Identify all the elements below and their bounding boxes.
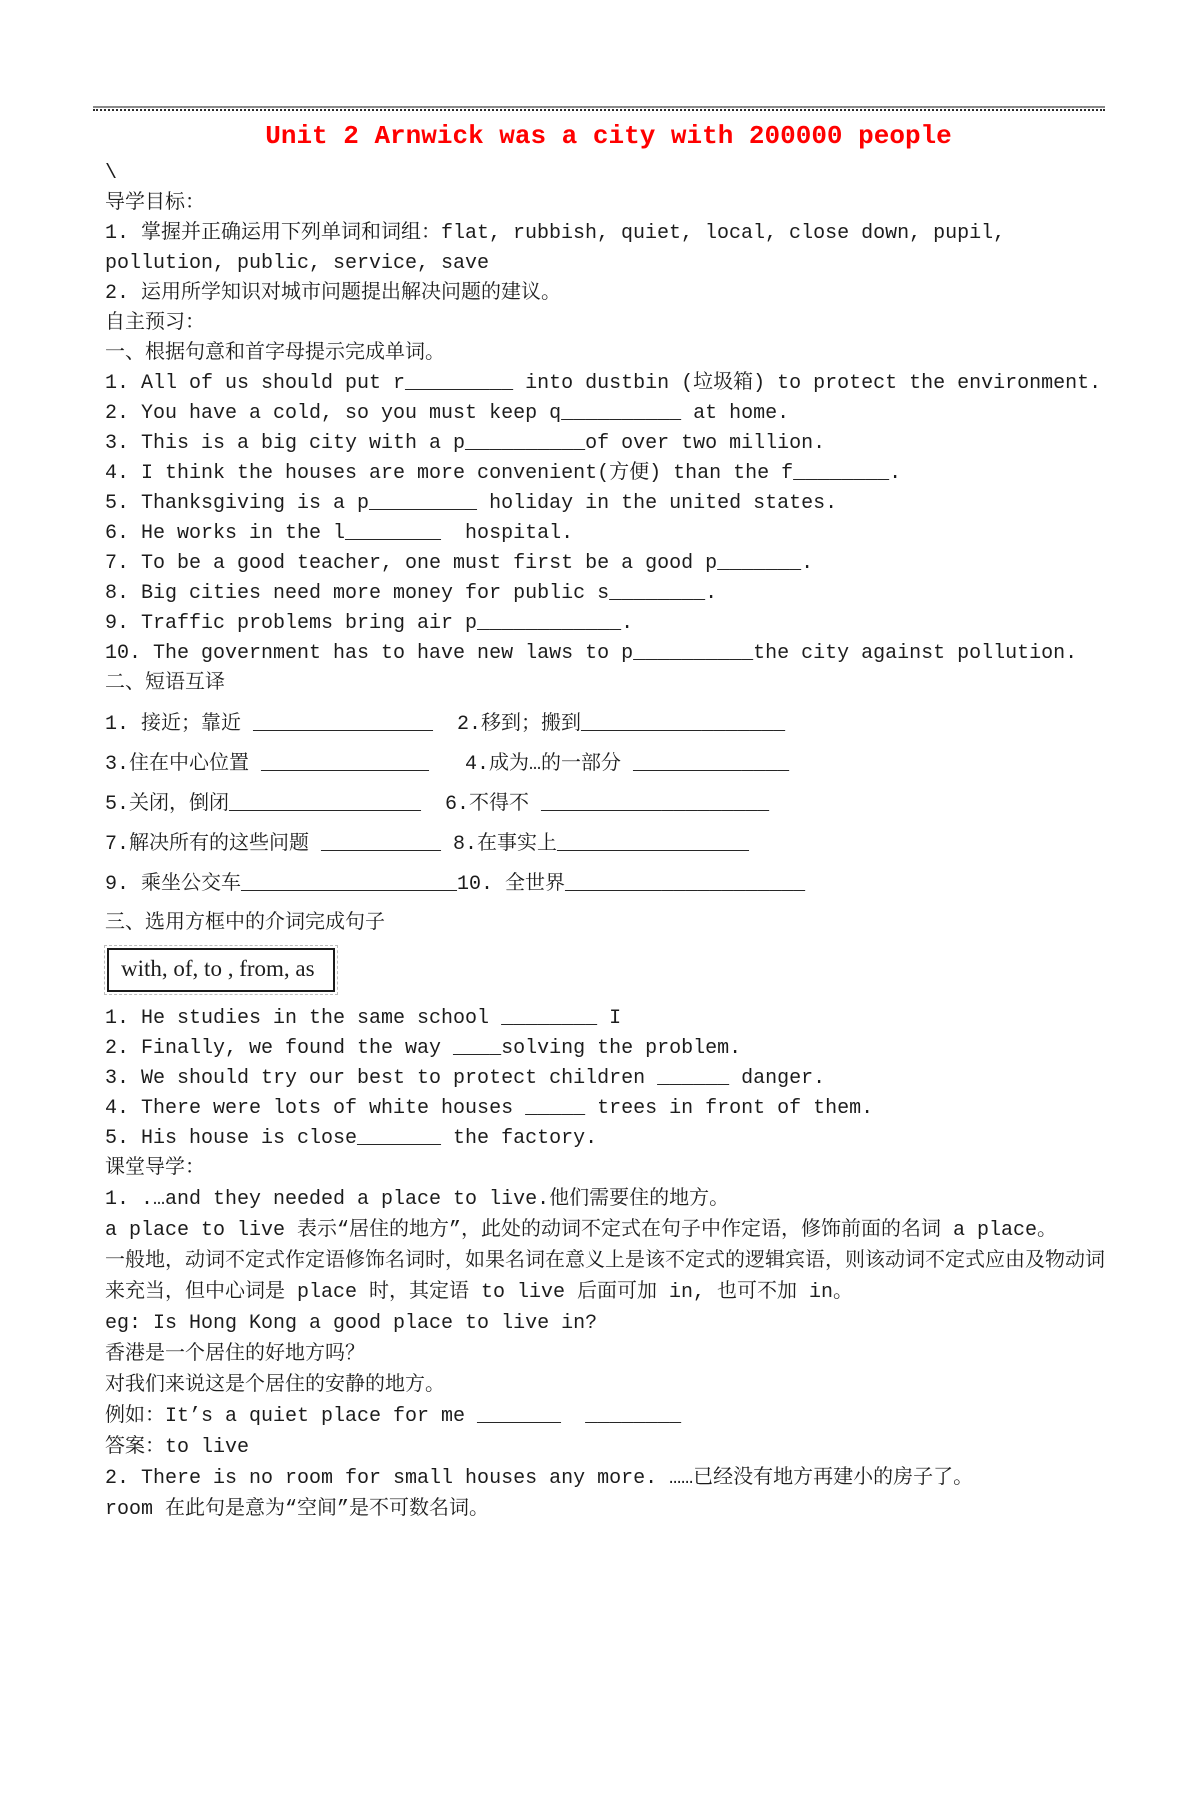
- phrase-row: 5.关闭，倒闭________________ 6.不得不 ___________________: [105, 793, 770, 816]
- section1-heading: 一、根据句意和首字母提示完成单词。: [105, 342, 445, 365]
- lesson-paragraph: 2. There is no room for small houses any more. ……已经没有地方再建小的房子了。: [105, 1467, 974, 1490]
- vocab-item: 1. All of us should put r_________ into dustbin (垃圾箱) to protect the environment.: [105, 372, 1102, 395]
- lesson-paragraph: 一般地，动词不定式作定语修饰名词时，如果名词在意义上是该不定式的逻辑宾语，则该动词不定式应由及物动词来充当，但中心词是 place 时，其定语 to live 后面可加 in, 也可不加 in。: [105, 1250, 1105, 1304]
- vocab-item: 3. This is a big city with a p__________of over two million.: [105, 432, 826, 455]
- phrase-row: 1. 接近；靠近 _______________ 2.移到；搬到_________________: [105, 713, 786, 736]
- phrase-row: 7.解决所有的这些问题 __________ 8.在事实上________________: [105, 833, 750, 856]
- page-title: Unit 2 Arnwick was a city with 200000 people: [265, 121, 952, 151]
- preposition-item: 4. There were lots of white houses _____ trees in front of them.: [105, 1097, 874, 1120]
- header-divider: [93, 106, 1105, 111]
- phrase-translation-block: [105, 705, 1112, 905]
- phrase-row: 9. 乘坐公交车__________________10. 全世界____________________: [105, 873, 806, 896]
- section3-heading: 三、选用方框中的介词完成句子: [105, 912, 385, 935]
- vocab-item: 5. Thanksgiving is a p_________ holiday in the united states.: [105, 492, 838, 515]
- worksheet-page: [0, 106, 1200, 1525]
- objective-item: 2. 运用所学知识对城市问题提出解决问题的建议。: [105, 282, 562, 305]
- lesson-paragraph: eg: Is Hong Kong a good place to live in?: [105, 1312, 598, 1335]
- phrase-row: 3.住在中心位置 ______________ 4.成为…的一部分 _____________: [105, 753, 790, 776]
- lesson-paragraph: a place to live 表示“居住的地方”，此处的动词不定式在句子中作定语，修饰前面的名词 a place。: [105, 1219, 1058, 1242]
- preposition-item: 5. His house is close_______ the factory.: [105, 1127, 598, 1150]
- objective-item: 1. 掌握并正确运用下列单词和词组：flat, rubbish, quiet, local, close down, pupil, pollution, public, service, save: [105, 222, 1018, 275]
- preview-heading: 自主预习：: [105, 312, 205, 335]
- vocab-item: 2. You have a cold, so you must keep q__________ at home.: [105, 402, 790, 425]
- lesson-paragraph: 香港是一个居住的好地方吗？: [105, 1343, 365, 1366]
- vocab-item: 4. I think the houses are more convenient(方便) than the f________.: [105, 462, 902, 485]
- lesson-paragraph: room 在此句是意为“空间”是不可数名词。: [105, 1498, 490, 1521]
- lesson-paragraph: 1. .…and they needed a place to live.他们需要住的地方。: [105, 1188, 730, 1211]
- objectives-heading: 导学目标：: [105, 192, 205, 215]
- vocab-item: 9. Traffic problems bring air p____________.: [105, 612, 634, 635]
- preposition-word-bank: [107, 948, 335, 992]
- vocab-item: 6. He works in the l________ hospital.: [105, 522, 574, 545]
- lesson-paragraph: 答案：to live: [105, 1436, 250, 1459]
- preposition-item: 2. Finally, we found the way ____solving the problem.: [105, 1037, 742, 1060]
- lesson-guide-section: [105, 1154, 1112, 1525]
- stray-backslash: \: [105, 162, 118, 185]
- lesson-paragraph: 例如：It’s a quiet place for me _______ ________: [105, 1405, 682, 1428]
- section2-heading: 二、短语互译: [105, 672, 225, 695]
- vocab-item: 10. The government has to have new laws to p__________the city against pollution.: [105, 642, 1078, 665]
- preposition-item: 1. He studies in the same school ________ I: [105, 1007, 622, 1030]
- preposition-item: 3. We should try our best to protect children ______ danger.: [105, 1067, 826, 1090]
- vocab-item: 8. Big cities need more money for public s________.: [105, 582, 718, 605]
- preposition-word-bank-label: with, of, to , from, as: [121, 956, 315, 981]
- lesson-paragraph: 对我们来说这是个居住的安静的地方。: [105, 1374, 445, 1397]
- vocab-item: 7. To be a good teacher, one must first be a good p_______.: [105, 552, 814, 575]
- lesson-heading: 课堂导学：: [105, 1157, 205, 1180]
